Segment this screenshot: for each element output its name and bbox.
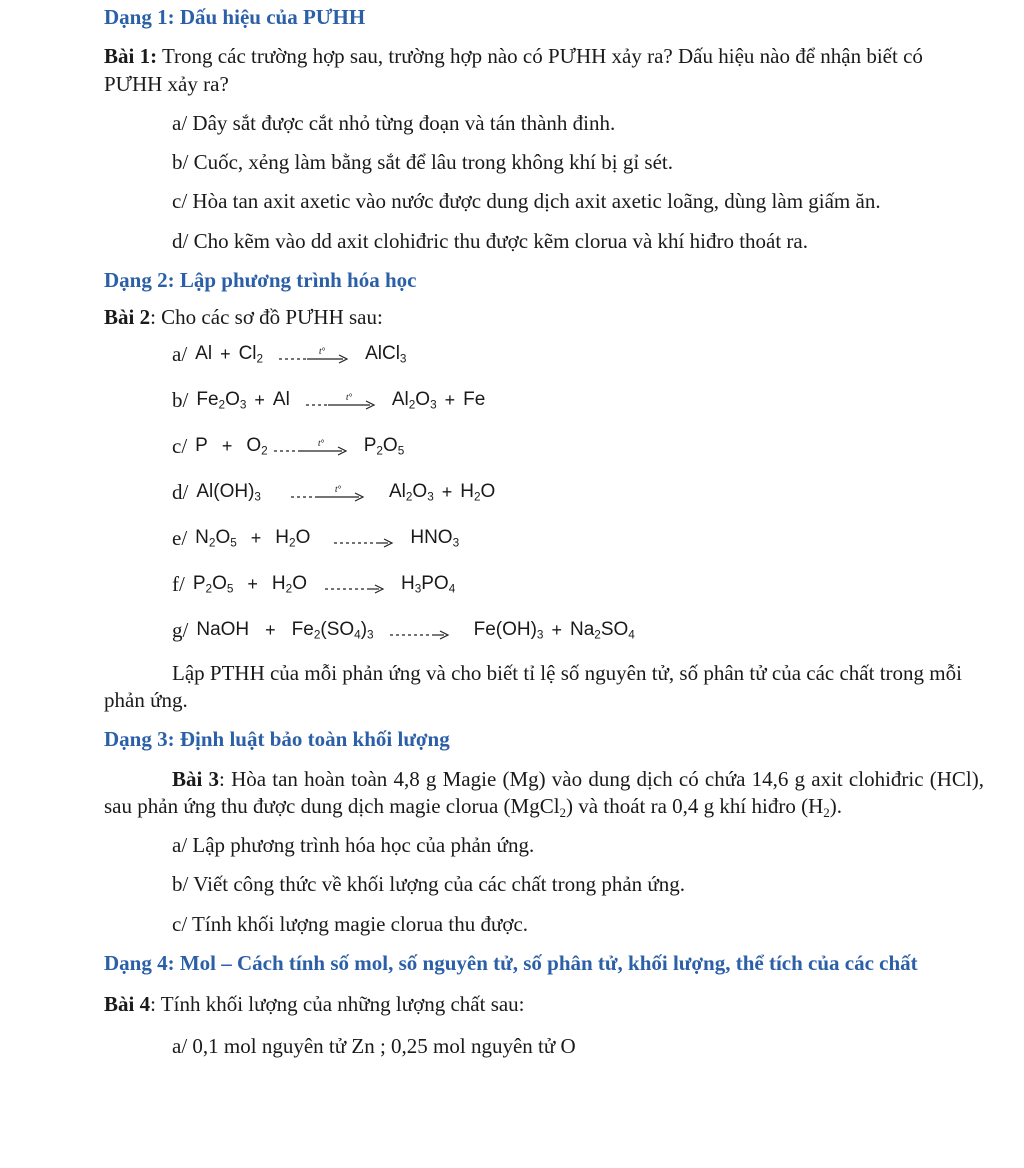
reaction-arrow-icon <box>274 437 348 457</box>
document <box>104 4 984 1060</box>
arrow-label: t° <box>345 391 352 402</box>
reaction-arrow-icon <box>390 621 450 641</box>
exercise-2-label: Bài 2 <box>104 305 151 330</box>
equation-f: f/ $P_2O_5$ + $H_2O$ $H_3PO_4$ <box>104 562 984 608</box>
exercise-2-text: : Cho các sơ đồ PƯHH sau: <box>150 305 383 330</box>
equation-b: b/ $Fe_2O_3$ + Al t° $Al_2O_3$ + Fe <box>104 378 984 424</box>
arrow-label: t° <box>334 483 342 494</box>
exercise-1-item-d: d/ Cho kẽm vào dd axit clohiđric thu được kẽm clorua và khí hiđro thoát ra. <box>172 228 808 253</box>
reaction-arrow-icon <box>291 483 365 503</box>
exercise-1-label: Bài 1: <box>104 44 158 69</box>
equation-label: d/ <box>172 480 189 505</box>
reaction-arrow-icon <box>279 345 349 365</box>
section-heading-dang-3: Dạng 3: Định luật bảo toàn khối lượng <box>104 727 450 752</box>
exercise-4-prompt <box>104 991 984 1018</box>
equation-label: g/ <box>172 618 189 643</box>
exercise-3-item-a: a/ Lập phương trình hóa học của phản ứng. <box>172 833 535 858</box>
exercise-4-label: Bài 4 <box>104 992 151 1017</box>
exercise-2-prompt <box>104 304 984 331</box>
equation-label: c/ <box>172 434 188 459</box>
reaction-arrow-icon <box>325 575 385 595</box>
equation-label: b/ <box>172 388 189 413</box>
exercise-1-text: Trong các trường hợp sau, trường hợp nào có PƯHH xảy ra? Dấu hiệu nào để nhận biết có PƯHH xảy ra? <box>104 44 923 96</box>
section-heading-dang-2: Dạng 2: Lập phương trình hóa học <box>104 268 417 293</box>
section-heading-dang-4: Dạng 4: Mol – Cách tính số mol, số nguyên tử, số phân tử, khối lượng, thể tích của các chất <box>104 951 918 976</box>
exercise-3-prompt: Bài 3: Hòa tan hoàn toàn 4,8 g Magie (Mg) vào dung dịch có chứa 14,6 g axit clohiđric (HCl), sau phản ứng thu được dung dịch magie clorua (MgCl$_2$) và thoát ra 0,4 g khí hiđro $(H_2)$. <box>104 766 985 820</box>
exercise-1-item-c: c/ Hòa tan axit axetic vào nước được dung dịch axit axetic loãng, dùng làm giấm ăn. <box>172 189 881 214</box>
exercise-3-label: Bài 3 <box>172 766 220 791</box>
arrow-label: t° <box>317 437 324 448</box>
exercise-2-conclusion: Lập PTHH của mỗi phản ứng và cho biết tỉ lệ số nguyên tử, số phân tử của các chất trong mỗi phản ứng. <box>104 660 962 712</box>
equation-a: a/ Al + $Cl_2$ t° AlCl$_3$ <box>104 332 984 378</box>
exercise-4-item-a: a/ 0,1 mol nguyên tử Zn ; 0,25 mol nguyên tử O <box>172 1033 576 1058</box>
equation-label: a/ <box>172 342 188 367</box>
arrow-label: t° <box>319 345 326 356</box>
equation-label: f/ <box>172 572 185 597</box>
exercise-3-item-c: c/ Tính khối lượng magie clorua thu được. <box>172 911 529 936</box>
exercise-3-item-b: b/ Viết công thức về khối lượng của các chất trong phản ứng. <box>172 872 686 897</box>
section-heading-dang-1: Dạng 1: Dấu hiệu của PƯHH <box>104 5 366 29</box>
equation-label: e/ <box>172 526 188 551</box>
exercise-1-prompt <box>104 43 984 98</box>
equation-c: c/ P + $O_2$ t° $P_2O_5$ <box>104 424 984 470</box>
exercise-1-item-a: a/ Dây sắt được cắt nhỏ từng đoạn và tán thành đinh. <box>172 110 616 135</box>
reaction-arrow-icon <box>334 529 394 549</box>
equation-e: e/ $N_2O_5$ + $H_2O$ $HNO_3$ <box>104 516 984 562</box>
exercise-4-text: : Tính khối lượng của những lượng chất sau: <box>150 992 525 1017</box>
reaction-arrow-icon <box>306 391 376 411</box>
equation-g: g/ NaOH + $Fe_2(SO_4)_3$ $Fe(OH)_3$ + $Na_2SO_4$ <box>104 608 984 654</box>
exercise-1-item-b: b/ Cuốc, xẻng làm bằng sắt để lâu trong không khí bị gỉ sét. <box>172 150 674 175</box>
equation-d: d/ $Al(OH)_3$ t° $Al_2O_3$ + $H_2O$ <box>104 470 984 516</box>
